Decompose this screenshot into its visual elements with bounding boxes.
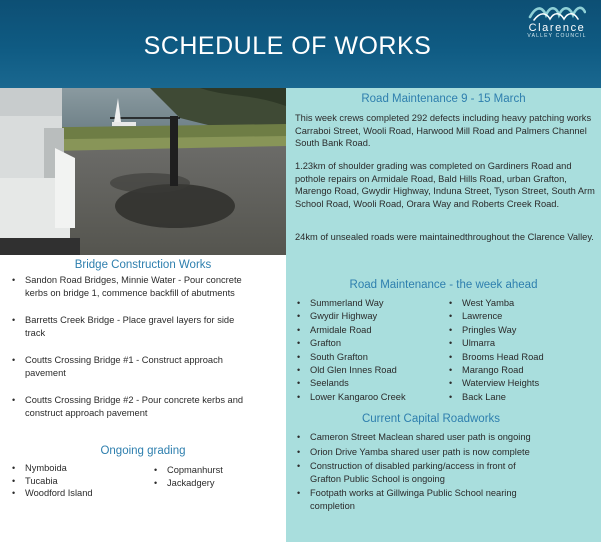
logo-name: Clarence (528, 22, 586, 34)
bridge-works-heading: Bridge Construction Works (74, 259, 212, 271)
list-item: • Coutts Crossing Bridge #1 - Construct approach pavement (11, 354, 249, 379)
week-ahead-col1 (296, 297, 446, 404)
page-title: SCHEDULE OF WORKS (143, 32, 432, 60)
list-item: • Lawrence (448, 310, 598, 323)
list-item: • Orion Drive Yamba shared user path is now complete (296, 446, 536, 459)
list-item: • Tucabia (11, 475, 141, 488)
bridge-works-list (11, 274, 249, 419)
right-panel (286, 88, 601, 542)
ongoing-grading-heading: Ongoing grading (100, 445, 186, 457)
list-item: • South Grafton (296, 351, 446, 364)
list-item: • Sandon Road Bridges, Minnie Water - Pour concrete kerbs on bridge 1, commence backfill of abutments (11, 274, 249, 299)
list-item: • Brooms Head Road (448, 351, 598, 364)
maintenance-paragraph: 24km of unsealed roads were maintainedthroughout the Clarence Valley. (295, 232, 594, 242)
list-item: • Lower Kangaroo Creek (296, 391, 446, 404)
list-item: • Armidale Road (296, 324, 446, 337)
list-item: • Jackadgery (153, 477, 283, 490)
council-logo (520, 2, 594, 42)
list-item: • Footpath works at Gillwinga Public School nearing completion (296, 487, 536, 512)
list-item: • Cameron Street Maclean shared user path is ongoing (296, 431, 536, 444)
capital-roadworks-heading: Current Capital Roadworks (361, 413, 501, 425)
logo-subtitle: VALLEY COUNCIL (527, 33, 587, 39)
list-item: • Construction of disabled parking/access in front of Grafton Public School is ongoing (296, 460, 536, 485)
list-item: • Pringles Way (448, 324, 598, 337)
maintenance-paragraph: 1.23km of shoulder grading was completed on Gardiners Road and pothole repairs on Armidale Road, Bald Hills Road, urban Grafton, Marengo Road, Gwydir Highway, Induna Street, Tyson Street, South Arm School Road, Wooli Road, Orara Way and Roberts Creek Road. (295, 161, 595, 209)
list-item: • Barretts Creek Bridge - Place gravel layers for side track (11, 314, 249, 339)
list-item: • Seelands (296, 377, 446, 390)
list-item: • Marango Road (448, 364, 598, 377)
list-item: • Old Glen Innes Road (296, 364, 446, 377)
list-item: • Gwydir Highway (296, 310, 446, 323)
maintenance-paragraph: This week crews completed 292 defects including heavy patching works Carraboi Street, Wooli Road, Harwood Mill Road and Palmers Channel South Bank Road. (295, 113, 592, 149)
grading-list-col2 (153, 464, 283, 489)
capital-roadworks-list (296, 431, 536, 513)
list-item: • Nymboida (11, 462, 141, 475)
list-item: • Ulmarra (448, 337, 598, 350)
road-maintenance-heading: Road Maintenance 9 - 15 March (361, 93, 526, 105)
list-item: • Woodford Island (11, 487, 141, 500)
week-ahead-col2 (448, 297, 598, 404)
list-item: • Back Lane (448, 391, 598, 404)
list-item: • Waterview Heights (448, 377, 598, 390)
list-item: • Grafton (296, 337, 446, 350)
grading-list-col1 (11, 462, 141, 500)
roadwork-photo (0, 88, 286, 255)
list-item: • Coutts Crossing Bridge #2 - Pour concrete kerbs and construct approach pavement (11, 394, 249, 419)
list-item: • Copmanhurst (153, 464, 283, 477)
header-banner (0, 0, 601, 88)
list-item: • Summerland Way (296, 297, 446, 310)
week-ahead-heading: Road Maintenance - the week ahead (349, 279, 538, 291)
left-column (0, 255, 286, 542)
list-item: • West Yamba (448, 297, 598, 310)
wave-icon (528, 2, 586, 22)
